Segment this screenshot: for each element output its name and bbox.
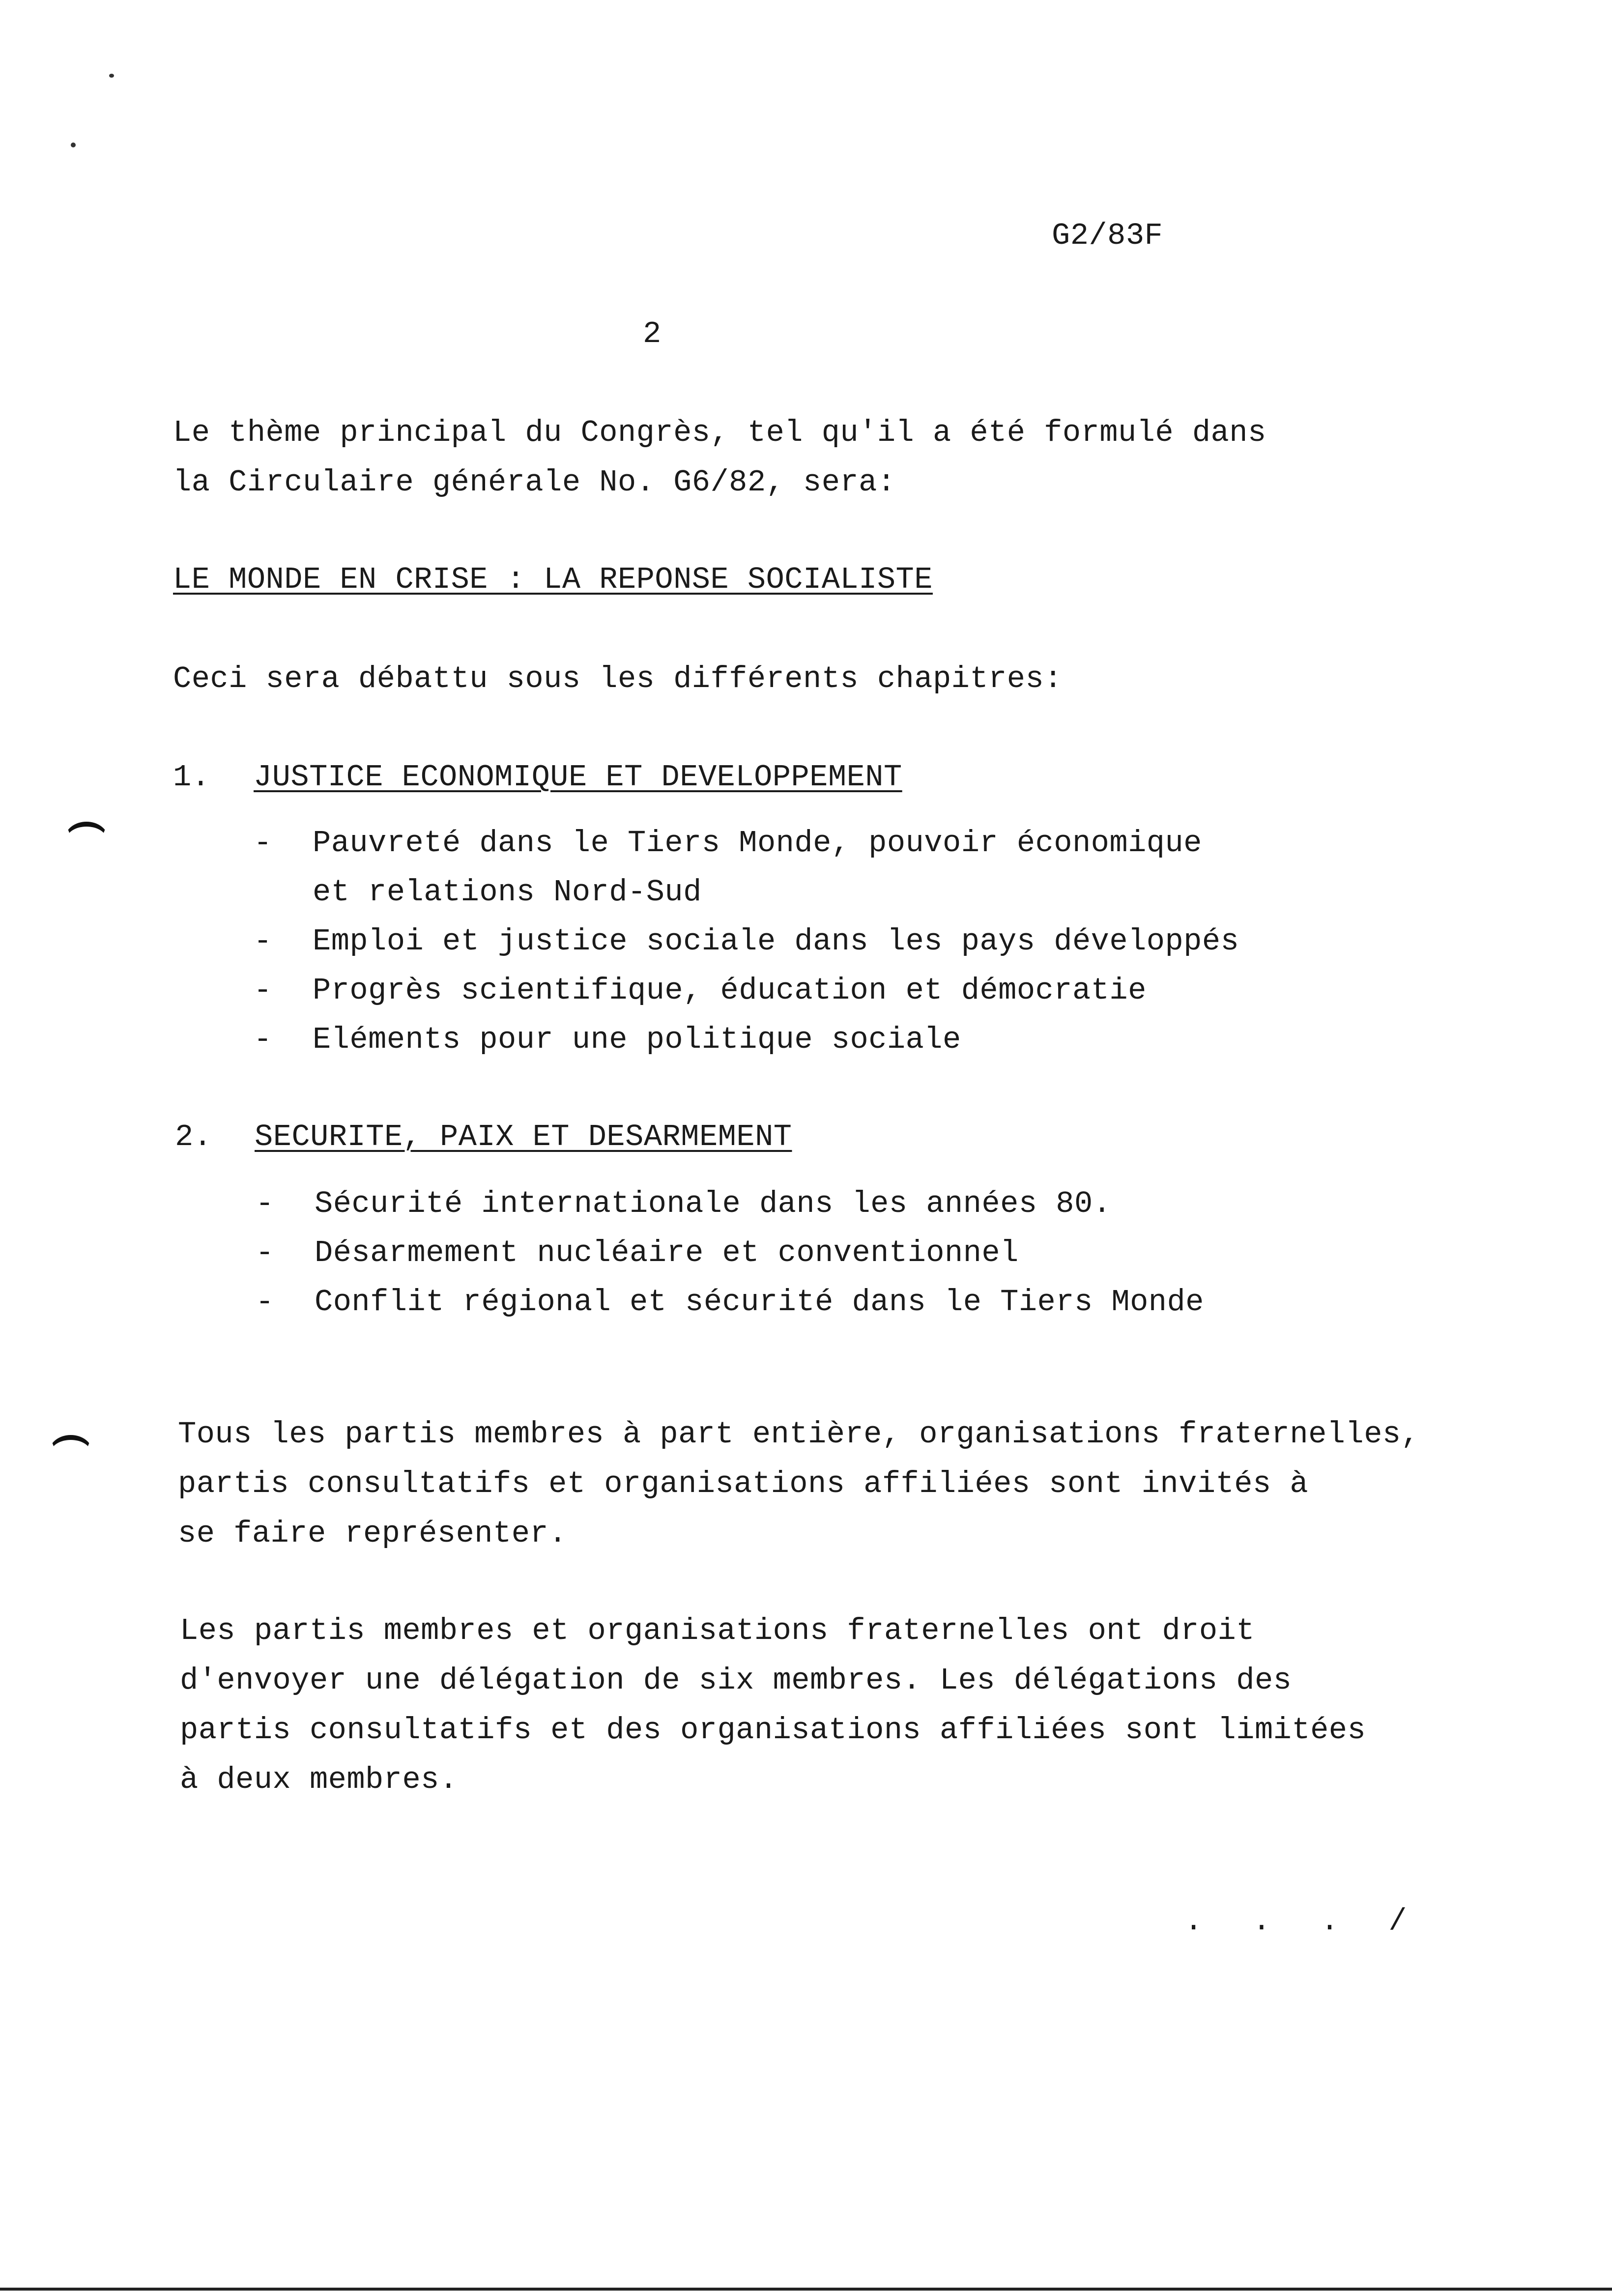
page-number: 2 xyxy=(643,316,662,351)
paragraph-line: à deux membres. xyxy=(180,1762,458,1797)
list-item xyxy=(254,1015,961,1064)
chapter-number: 2. xyxy=(175,1119,212,1154)
list-item xyxy=(254,917,1239,966)
paragraph-line: se faire représenter. xyxy=(178,1516,567,1551)
paragraph-line: partis consultatifs et des organisations affiliées sont limitées xyxy=(180,1713,1366,1748)
chapter-number: 1. xyxy=(173,760,210,795)
punch-hole-mark-top xyxy=(65,822,108,856)
list-item-text: Emploi et justice sociale dans les pays développés xyxy=(313,924,1239,959)
scan-speck xyxy=(71,143,76,147)
paragraph-line: Les partis membres et organisations fraternelles ont droit xyxy=(180,1613,1255,1648)
chapters-intro: Ceci sera débattu sous les différents chapitres: xyxy=(173,661,1063,696)
bullet-dash: - xyxy=(254,973,272,1008)
bullet-dash: - xyxy=(254,924,272,959)
list-item xyxy=(254,819,1202,868)
list-item-text: Pauvreté dans le Tiers Monde, pouvoir économique xyxy=(313,826,1202,861)
scan-border-line xyxy=(0,2288,1612,2291)
list-item-text: Sécurité internationale dans les années 80. xyxy=(315,1186,1112,1221)
paragraph-line: Tous les partis membres à part entière, organisations fraternelles, xyxy=(178,1417,1420,1452)
bullet-dash: - xyxy=(254,1022,272,1057)
list-item-text: Désarmement nucléaire et conventionnel xyxy=(315,1235,1019,1270)
bullet-dash: - xyxy=(256,1285,274,1320)
list-item-text: Conflit régional et sécurité dans le Tiers Monde xyxy=(315,1285,1204,1320)
list-item-text: Progrès scientifique, éducation et démocratie xyxy=(313,973,1147,1008)
main-theme-heading: LE MONDE EN CRISE : LA REPONSE SOCIALISTE xyxy=(173,562,933,597)
continuation-mark: . . . / xyxy=(1184,1904,1423,1939)
punch-hole-mark-bottom xyxy=(49,1435,92,1469)
paragraph-line: partis consultatifs et organisations affiliées sont invités à xyxy=(178,1466,1309,1501)
intro-paragraph xyxy=(173,408,1267,507)
chapter-title: SECURITE, PAIX ET DESARMEMENT xyxy=(255,1119,792,1154)
list-item xyxy=(254,966,1147,1015)
list-item-text: Eléments pour une politique sociale xyxy=(313,1022,961,1057)
bullet-dash: - xyxy=(256,1235,274,1270)
chapter-title: JUSTICE ECONOMIQUE ET DEVELOPPEMENT xyxy=(254,760,902,795)
paragraph-line: d'envoyer une délégation de six membres. Les délégations des xyxy=(180,1663,1292,1698)
scan-speck xyxy=(109,74,114,78)
invitation-paragraph xyxy=(178,1409,1419,1558)
intro-line: Le thème principal du Congrès, tel qu'il a été formulé dans xyxy=(173,415,1267,450)
bullet-dash: - xyxy=(254,826,272,861)
intro-line: la Circulaire générale No. G6/82, sera: xyxy=(173,465,896,500)
list-item-continuation: et relations Nord-Sud xyxy=(313,875,702,910)
delegation-paragraph xyxy=(180,1606,1366,1805)
bullet-dash: - xyxy=(256,1186,274,1221)
chapter-1-items xyxy=(254,819,1239,1064)
document-reference: G2/83F xyxy=(1052,218,1163,253)
